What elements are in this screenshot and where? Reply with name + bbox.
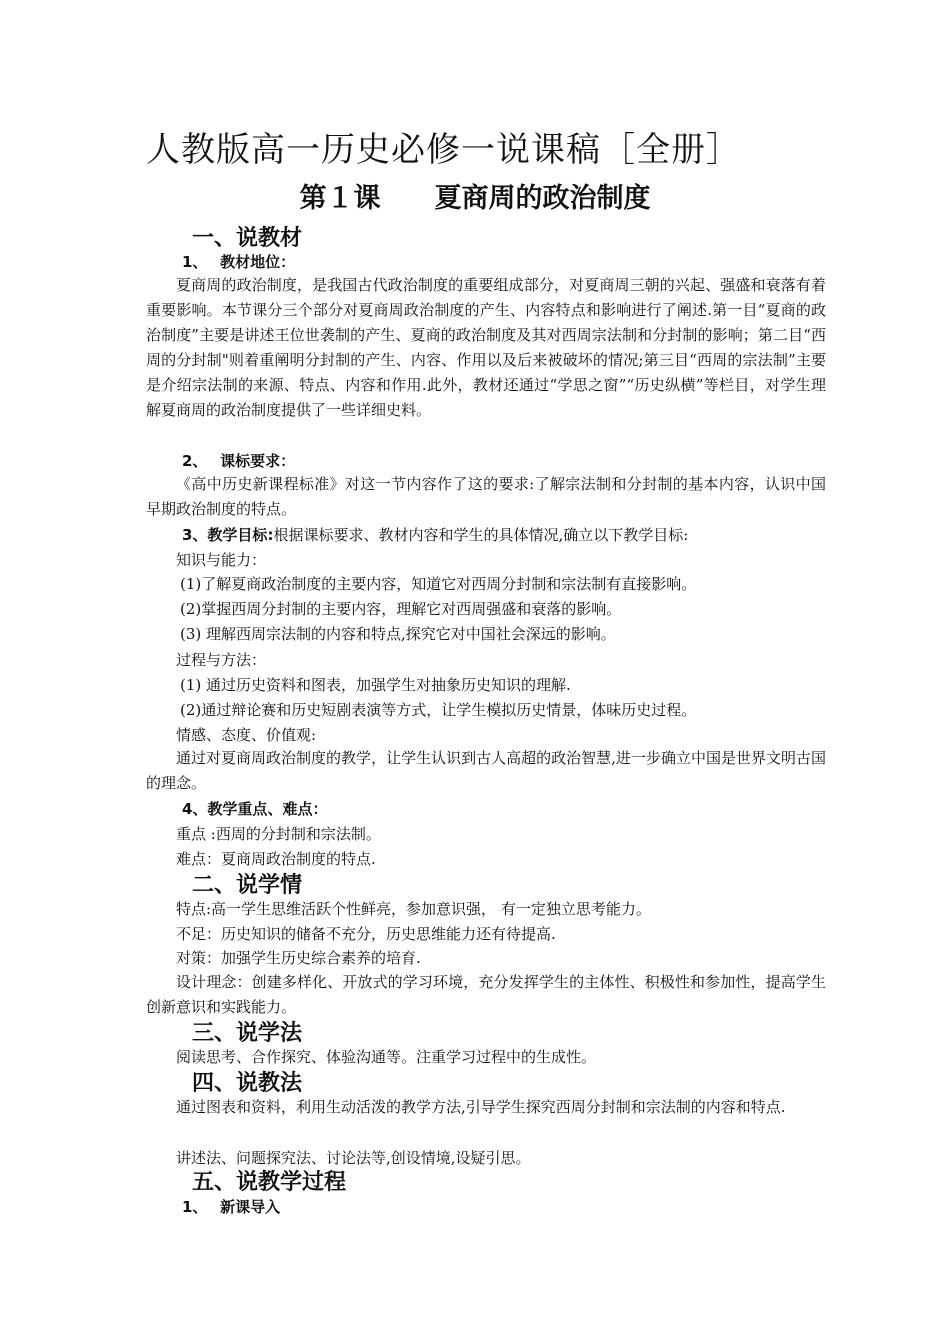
lesson-title: 第１课 夏商周的政治制度 xyxy=(299,183,651,214)
paragraph-standard: 《高中历史新课程标准》对这一节内容作了这的要求:了解宗法制和分封制的基本内容，认识中国早期政治制度的特点。 xyxy=(146,475,826,518)
teaching-methods: 讲述法、问题探究法、讨论法等,创设情境,设疑引思。 xyxy=(176,1149,531,1167)
document-title: 人教版高一历史必修一说课稿［全册］ xyxy=(146,130,741,170)
subheading-intro: 1、 新课导入 xyxy=(182,1198,281,1216)
knowledge-item: (3) 理解西周宗法制的内容和特点,探究它对中国社会深远的影响。 xyxy=(180,625,616,643)
section-heading-learning: 三、说学法 xyxy=(192,1021,303,1046)
difficulty: 难点：夏商周政治制度的特点. xyxy=(176,850,376,868)
paragraph-concept: 设计理念：创建多样化、开放式的学习环境，充分发挥学生的主体性、积极性和参加性，提高学生创新意识和实践能力。 xyxy=(146,973,826,1016)
knowledge-label: 知识与能力： xyxy=(176,551,267,569)
key-point: 重点 :西周的分封制和宗法制。 xyxy=(176,825,381,843)
knowledge-item: (2)掌握西周分封制的主要内容，理解它对西周强盛和衰落的影响。 xyxy=(180,600,622,618)
students-measure: 对策：加强学生历史综合素养的培育. xyxy=(176,949,421,967)
subheading-standard: 2、 课标要求： xyxy=(182,452,296,470)
process-label: 过程与方法： xyxy=(176,651,267,669)
emotion-label: 情感、态度、价值观: xyxy=(176,726,317,744)
subheading-goals: 3、教学目标: xyxy=(182,526,274,544)
students-shortage: 不足：历史知识的储备不充分，历史思维能力还有待提高. xyxy=(176,925,556,943)
knowledge-item: (1)了解夏商政治制度的主要内容，知道它对西周分封制和宗法制有直接影响。 xyxy=(180,575,697,593)
section-heading-teaching: 四、说教法 xyxy=(192,1071,303,1096)
paragraph-position: 夏商周的政治制度，是我国古代政治制度的重要组成部分，对夏商周三朝的兴起、强盛和衰落有着重要影响。本节课分三个部分对夏商周政治制度的产生、内容特点和影响进行了阐述.第一目“夏商的政治制度”主要是讲述王位世袭制的产生、夏商的政治制度及其对西周宗法制和分封制的影响；第二目“西周的分封制"则着重阐明分封制的产生、内容、作用以及后来被破坏的情况;第三目“西周的宗法制”主要是介绍宗法制的来源、特点、内容和作用.此外，教材还通过“学思之窗”“历史纵横”等栏目，对学生理解夏商周的政治制度提供了一些详细史料。 xyxy=(146,276,826,419)
process-item: (2)通过辩论赛和历史短剧表演等方式，让学生模拟历史情景，体味历史过程。 xyxy=(180,701,697,719)
paragraph-teaching: 通过图表和资料，利用生动活泼的教学方法,引导学生探究西周分封制和宗法制的内容和特点. xyxy=(176,1098,786,1116)
learning-text: 阅读思考、合作探究、体验沟通等。注重学习过程中的生成性。 xyxy=(176,1048,597,1066)
process-item: (1) 通过历史资料和图表，加强学生对抽象历史知识的理解. xyxy=(180,676,571,694)
section-heading-students: 二、说学情 xyxy=(192,873,303,898)
goals-text: 根据课标要求、教材内容和学生的具体情况,确立以下教学目标: xyxy=(273,526,689,544)
goals-line xyxy=(182,524,688,546)
section-heading-process: 五、说教学过程 xyxy=(192,1170,347,1195)
subheading-key-points: 4、教学重点、难点： xyxy=(182,800,328,818)
section-heading-material: 一、说教材 xyxy=(192,226,303,251)
paragraph-emotion: 通过对夏商周政治制度的教学，让学生认识到古人高超的政治智慧,进一步确立中国是世界文明古国的理念。 xyxy=(146,749,826,792)
subheading-position: 1、 教材地位： xyxy=(182,253,296,271)
students-feature: 特点:高一学生思维活跃个性鲜亮，参加意识强， 有一定独立思考能力。 xyxy=(176,900,651,918)
